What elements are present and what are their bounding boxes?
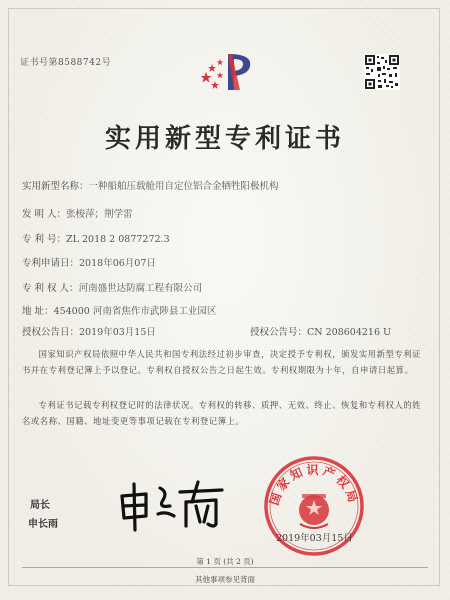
- field-utility-model-name: [22, 178, 279, 192]
- field-label: 地 址：: [22, 306, 54, 317]
- field-value: 一种船舶压载舱用自定位铝合金牺牲阳极机构: [88, 181, 279, 192]
- field-address: [22, 303, 216, 317]
- field-label: 专 利 权 人：: [22, 283, 79, 294]
- field-label: 专 利 号：: [22, 234, 67, 245]
- field-value: 河南盛世达防腐工程有限公司: [78, 283, 203, 294]
- director-title: 局长: [30, 500, 50, 511]
- field-patent-number: [22, 231, 170, 245]
- field-label: 发 明 人：: [22, 209, 67, 220]
- handwritten-signature-icon: [116, 478, 228, 532]
- paragraph-legal-status: 专利证书记载专利权登记时的法律状况。专利权的转移、质押、无效、终止、恢复和专利权人的姓名或名称、国籍、地址变更等事项记载在专利登记簿上。: [22, 400, 422, 426]
- seal-date: 2019年03月15日: [276, 533, 353, 544]
- field-label: 专利申请日：: [22, 258, 80, 269]
- paragraph-grant-statement: 国家知识产权局依照中华人民共和国专利法经过初步审查，决定授予专利权，颁发实用新型专利证书并在专利登记簿上予以登记。专利权自授权公告之日起生效。专利权期限为十年，自申请日起算。: [22, 349, 422, 375]
- qr-code-icon: [364, 54, 400, 90]
- field-label: 授权公告号：: [250, 327, 308, 338]
- field-patentee: [22, 280, 202, 294]
- field-value: CN 208604216 U: [307, 327, 392, 338]
- director-name: 申长雨: [28, 519, 58, 530]
- footer-note: 其他事项参见背面: [195, 575, 255, 584]
- field-inventor: [22, 206, 133, 220]
- field-value: 2019年03月15日: [79, 327, 156, 338]
- patent-office-logo-icon: [198, 46, 256, 98]
- certificate-title: 实用新型专利证书: [104, 124, 345, 154]
- field-value: 张梭萍；荆学雷: [66, 209, 133, 220]
- certificate-number: 证书号第8588742号: [20, 58, 112, 68]
- field-value: 454000 河南省焦作市武陟县工业园区: [53, 306, 217, 317]
- field-label: 实用新型名称：: [22, 181, 89, 192]
- field-grant-date: [22, 324, 156, 338]
- footer-divider: [22, 567, 428, 568]
- field-application-date: [22, 255, 156, 269]
- field-publication-number: [250, 324, 391, 338]
- field-value: ZL 2018 2 0877272.3: [66, 234, 170, 245]
- field-value: 2018年06月07日: [79, 258, 156, 269]
- page-number: 第 1 页 (共 2 页): [196, 557, 254, 566]
- svg-text:国家知识产权局: 国家知识产权局: [266, 463, 362, 507]
- field-label: 授权公告日：: [22, 327, 80, 338]
